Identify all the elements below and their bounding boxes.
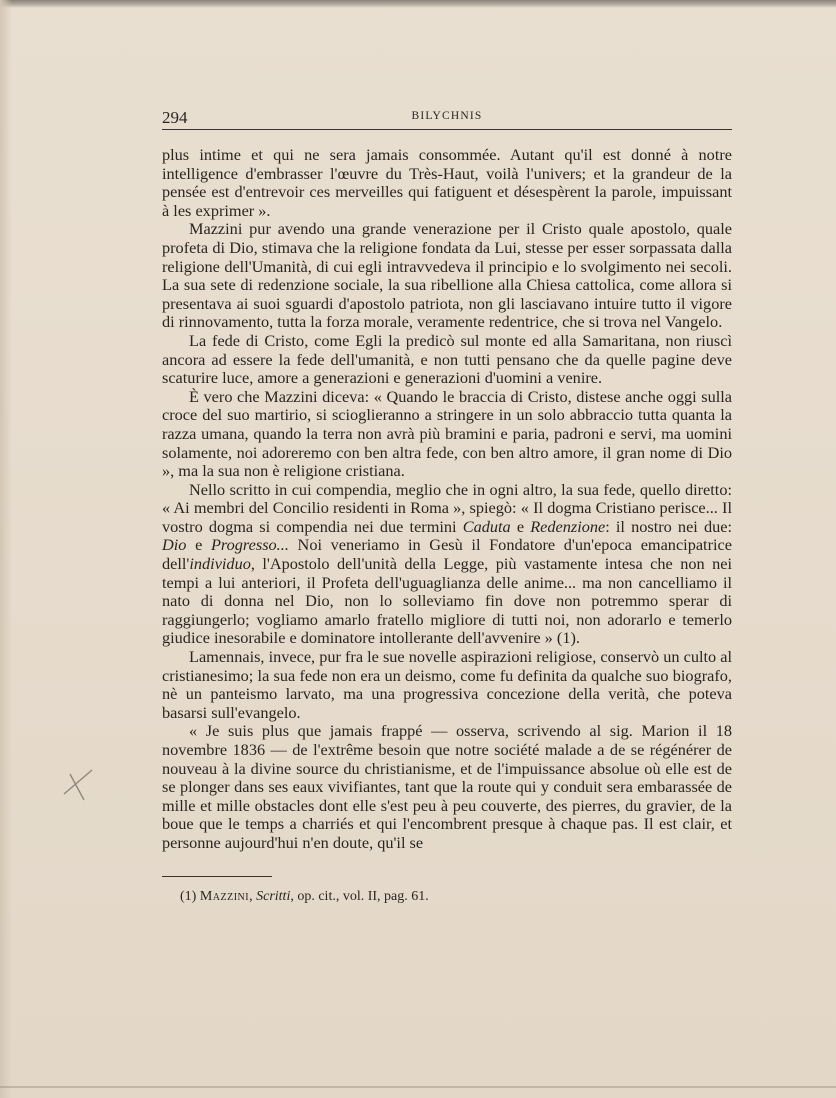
text-run: , l'Apostolo dell'unità della Legge, più vastamente intesa che non nei tempi a lui anteriori, il Profeta dell'uguaglianza delle anime... ma non cancelliamo il nato di donna nel Dio, non lo solleviamo fin dove non potremmo sperar di raggiungerlo; vogliamo amarlo fratello migliore di tutti noi, non adorarlo e temerlo giudice inesorabile e dominatore intollerante dell'avvenire » (1). (162, 554, 732, 648)
text-run: e (186, 535, 211, 555)
footnote-marker: (1) (180, 889, 200, 904)
paragraph (162, 481, 732, 648)
pencil-cross-mark (58, 760, 98, 804)
footnote (180, 889, 429, 905)
running-head: BILYCHNIS (411, 110, 483, 122)
page-header (162, 108, 732, 130)
italic-term: Redenzione (530, 516, 606, 536)
text-run: Noi veneriamo in Gesù il Fondatore d'un'epoca emancipatrice dell' (162, 535, 732, 574)
paragraph (162, 722, 732, 852)
page-top-edge (0, 0, 836, 8)
italic-term: Progresso... (210, 535, 289, 555)
text-run: Lamennais, invece, pur fra le sue novelle aspirazioni religiose, conservò un culto al cristianesimo; la sua fede non era un deismo, come fu definita da qualche suo biografo, nè un panteismo larvato, ma una progressiva concezione della verità, che poteva basarsi sull'evangelo. (162, 647, 732, 722)
text-run: e (510, 516, 531, 536)
text-run: La fede di Cristo, come Egli la predicò sul monte ed alla Samaritana, non riuscì ancora ad essere la fede dell'umanità, e non tutti pensano che da quelle pagine deve scaturire luce, amore a generazioni e generazioni d'uomini a venire. (162, 330, 732, 388)
paragraph (162, 220, 732, 332)
text-run: È vero che Mazzini diceva: « Quando le braccia di Cristo, distese anche oggi sulla croce del suo martirio, si scioglieranno a stringere in un solo abbraccio tutta quanta la razza umana, quando la terra non avrà più bramini e paria, padroni e servi, ma uomini solamente, noi adoreremo con ben altra fede, con ben altro amore, il gran nome di Dio », ma la sua non è religione cristiana. (162, 386, 732, 481)
italic-term: individuo (189, 554, 251, 574)
text-run: : il nostro nei due: (605, 516, 732, 536)
footnote-work: Scritti (256, 889, 291, 904)
paragraph (162, 332, 732, 388)
footnote-rule (162, 876, 272, 877)
italic-term: Dio (162, 535, 187, 555)
italic-term: Caduta (462, 516, 511, 536)
paragraph (162, 388, 732, 481)
paragraph (162, 648, 732, 722)
text-run: Nello scritto in cui compendia, meglio che in ogni altro, la sua fede, quello diretto: « Ai membri del Concilio residenti in Roma », spiegò: « Il dogma Cristiano perisce... Il vostro dogma si compendia nei due termini (162, 479, 732, 536)
paragraph (162, 146, 732, 220)
body-text (162, 146, 732, 853)
footnote-reference: , op. cit., vol. II, pag. 61. (290, 889, 429, 904)
text-run: plus intime et qui ne sera jamais consommée. Autant qu'il est donné à notre intelligence d'embrasser l'œuvre du Très-Haut, voilà l'univers; et la grandeur de la pensée est d'entrevoir ces merveilles qui fatiguent et désespèrent la parole, impuissant à les exprimer ». (162, 145, 732, 220)
page-bottom-edge (0, 1086, 836, 1088)
header-rule (162, 129, 732, 130)
page-left-shade (0, 0, 12, 1098)
text-run: Mazzini pur avendo una grande venerazione per il Cristo quale apostolo, quale profeta di Dio, stimava che la religione fondata da Lui, stesse per esser sorpassata dalla religione dell'Umanità, di cui egli intravvedeva il principio e lo svolgimento nei secoli. La sua sete di redenzione sociale, la sua ribellione alla Chiesa cattolica, come allora si presentava ai suoi sguardi d'apostolo patriota, non gli lasciavano intuire tutto il vigore di rinnovamento, tutta la forza morale, veramente redentrice, che si trova nel Vangelo. (162, 219, 732, 332)
page-number: 294 (162, 108, 188, 127)
text-run: « Je suis plus que jamais frappé — osserva, scrivendo al sig. Marion il 18 novembre 1836 — de l'extrême besoin que notre société malade a de se régénérer de nouveau à la divine source du christianisme, et de l'impuissance absolue où elle est de se plonger dans ses eaux vivifiantes, tant que la route qui y conduit sera embarassée de mille et mille obstacles dont elle s'est peu à peu couverte, des pierres, du gravier, de la boue que le temps a charriés et qui l'encombrent presque à chaque pas. Il est clair, et personne aujourd'hui n'en doute, qu'il se (162, 721, 732, 852)
footnote-separator: , (249, 889, 257, 904)
footnote-author: Mazzini (199, 889, 250, 904)
